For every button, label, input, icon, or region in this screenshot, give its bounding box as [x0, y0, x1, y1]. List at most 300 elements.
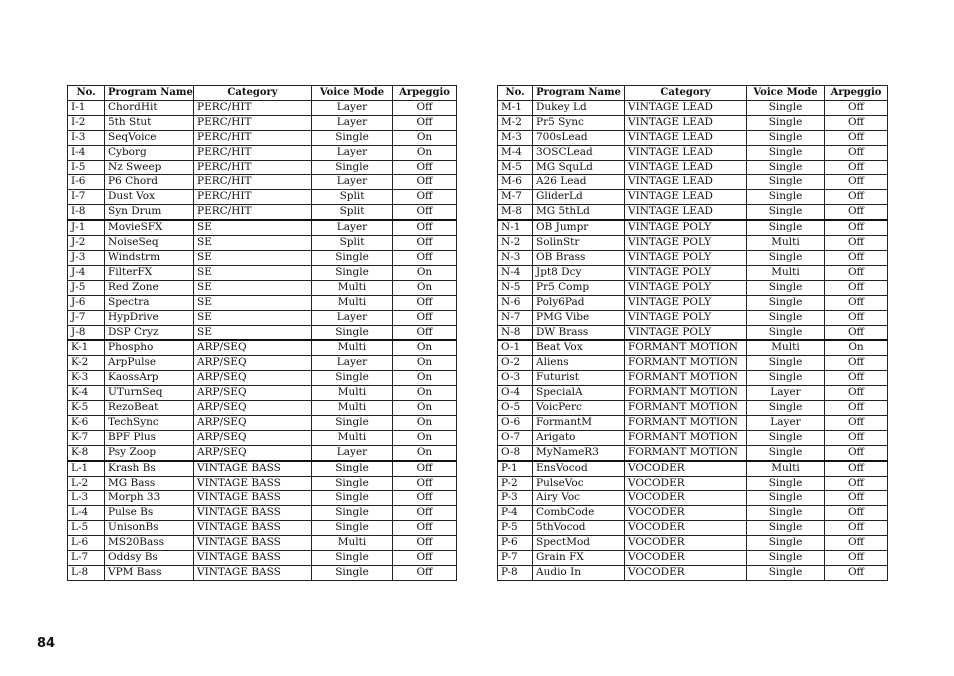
voice-mode-cell: Single [747, 280, 825, 295]
voice-mode-cell: Single [312, 265, 393, 280]
program-name-cell: DW Brass [533, 325, 625, 340]
arpeggio-cell: Off [393, 100, 457, 115]
category-cell: VINTAGE LEAD [625, 145, 747, 160]
program-number-cell: M-3 [498, 130, 533, 145]
arpeggio-cell: Off [825, 115, 888, 130]
table-row [68, 220, 457, 235]
category-cell: SE [194, 280, 312, 295]
voice-mode-cell: Single [312, 461, 393, 476]
program-number-cell: N-3 [498, 250, 533, 265]
program-number-cell: M-4 [498, 145, 533, 160]
program-name-cell: Nz Sweep [105, 160, 194, 175]
category-cell: VINTAGE POLY [625, 236, 747, 251]
voice-mode-cell: Single [747, 145, 825, 160]
voice-mode-cell: Single [747, 566, 825, 581]
voice-mode-cell: Single [312, 250, 393, 265]
program-number-cell: K-4 [68, 386, 105, 401]
arpeggio-cell: Off [825, 310, 888, 325]
program-name-cell: MS20Bass [105, 536, 194, 551]
program-name-cell: Cyborg [105, 145, 194, 160]
arpeggio-cell: Off [393, 190, 457, 205]
arpeggio-cell: On [393, 386, 457, 401]
program-name-cell: HypDrive [105, 310, 194, 325]
table-row [68, 145, 457, 160]
arpeggio-cell: Off [825, 476, 888, 491]
table-row [498, 265, 888, 280]
program-number-cell: I-5 [68, 160, 105, 175]
program-name-cell: FilterFX [105, 265, 194, 280]
header-program-name: Program Name [105, 86, 194, 101]
voice-mode-cell: Single [747, 536, 825, 551]
category-cell: ARP/SEQ [194, 356, 312, 371]
arpeggio-cell: On [393, 430, 457, 445]
voice-mode-cell: Layer [312, 115, 393, 130]
table-row [498, 491, 888, 506]
table-header-row [498, 86, 888, 101]
category-cell: VINTAGE BASS [194, 476, 312, 491]
table-row [498, 115, 888, 130]
arpeggio-cell: Off [825, 566, 888, 581]
table-row [498, 461, 888, 476]
page-number: 84 [37, 636, 56, 651]
table-row [498, 295, 888, 310]
arpeggio-cell: Off [825, 415, 888, 430]
program-name-cell: 700sLead [533, 130, 625, 145]
category-cell: PERC/HIT [194, 130, 312, 145]
arpeggio-cell: Off [825, 160, 888, 175]
arpeggio-cell: Off [393, 236, 457, 251]
table-row [68, 371, 457, 386]
voice-mode-cell: Single [747, 430, 825, 445]
table-row [68, 491, 457, 506]
arpeggio-cell: Off [825, 145, 888, 160]
program-name-cell: MyNameR3 [533, 445, 625, 460]
program-number-cell: N-5 [498, 280, 533, 295]
program-name-cell: GliderLd [533, 190, 625, 205]
voice-mode-cell: Layer [312, 175, 393, 190]
category-cell: VINTAGE LEAD [625, 100, 747, 115]
table-row [498, 145, 888, 160]
category-cell: VINTAGE BASS [194, 566, 312, 581]
table-row [498, 190, 888, 205]
category-cell: VINTAGE LEAD [625, 130, 747, 145]
category-cell: SE [194, 236, 312, 251]
voice-mode-cell: Single [747, 130, 825, 145]
voice-mode-cell: Single [747, 325, 825, 340]
program-number-cell: J-2 [68, 236, 105, 251]
program-table-right [497, 85, 888, 581]
category-cell: VINTAGE POLY [625, 250, 747, 265]
table-row [498, 205, 888, 220]
voice-mode-cell: Multi [312, 280, 393, 295]
program-number-cell: J-6 [68, 295, 105, 310]
arpeggio-cell: Off [825, 265, 888, 280]
category-cell: VINTAGE POLY [625, 310, 747, 325]
table-row [68, 310, 457, 325]
arpeggio-cell: Off [825, 130, 888, 145]
voice-mode-cell: Multi [312, 340, 393, 355]
voice-mode-cell: Split [312, 236, 393, 251]
category-cell: FORMANT MOTION [625, 401, 747, 416]
voice-mode-cell: Single [312, 130, 393, 145]
program-name-cell: ChordHit [105, 100, 194, 115]
category-cell: FORMANT MOTION [625, 386, 747, 401]
category-cell: SE [194, 220, 312, 235]
voice-mode-cell: Single [312, 415, 393, 430]
voice-mode-cell: Single [312, 566, 393, 581]
program-name-cell: Dust Vox [105, 190, 194, 205]
arpeggio-cell: Off [825, 325, 888, 340]
table-row [498, 430, 888, 445]
program-name-cell: Jpt8 Dcy [533, 265, 625, 280]
arpeggio-cell: Off [393, 250, 457, 265]
program-number-cell: J-8 [68, 325, 105, 340]
category-cell: ARP/SEQ [194, 445, 312, 460]
table-row [498, 415, 888, 430]
program-number-cell: K-5 [68, 401, 105, 416]
table-row [68, 536, 457, 551]
arpeggio-cell: Off [825, 536, 888, 551]
arpeggio-cell: Off [825, 401, 888, 416]
program-number-cell: M-5 [498, 160, 533, 175]
program-number-cell: P-1 [498, 461, 533, 476]
arpeggio-cell: Off [825, 430, 888, 445]
arpeggio-cell: Off [393, 521, 457, 536]
arpeggio-cell: Off [825, 250, 888, 265]
arpeggio-cell: Off [825, 445, 888, 460]
table-row [498, 250, 888, 265]
program-name-cell: Spectra [105, 295, 194, 310]
category-cell: PERC/HIT [194, 190, 312, 205]
voice-mode-cell: Single [747, 445, 825, 460]
program-name-cell: Grain FX [533, 551, 625, 566]
table-row [68, 175, 457, 190]
program-number-cell: I-1 [68, 100, 105, 115]
category-cell: ARP/SEQ [194, 386, 312, 401]
voice-mode-cell: Layer [747, 415, 825, 430]
program-number-cell: I-8 [68, 205, 105, 220]
table-row [68, 401, 457, 416]
category-cell: VINTAGE POLY [625, 220, 747, 235]
program-number-cell: L-1 [68, 461, 105, 476]
table-row [68, 325, 457, 340]
arpeggio-cell: Off [825, 175, 888, 190]
program-number-cell: J-3 [68, 250, 105, 265]
program-number-cell: O-3 [498, 371, 533, 386]
program-number-cell: I-2 [68, 115, 105, 130]
program-name-cell: Red Zone [105, 280, 194, 295]
program-number-cell: J-1 [68, 220, 105, 235]
program-name-cell: Phospho [105, 340, 194, 355]
arpeggio-cell: Off [825, 506, 888, 521]
table-row [498, 566, 888, 581]
program-number-cell: P-2 [498, 476, 533, 491]
voice-mode-cell: Single [747, 551, 825, 566]
table-row [68, 521, 457, 536]
voice-mode-cell: Multi [312, 295, 393, 310]
program-name-cell: MovieSFX [105, 220, 194, 235]
program-name-cell: Morph 33 [105, 491, 194, 506]
voice-mode-cell: Multi [747, 236, 825, 251]
table-row [68, 445, 457, 460]
category-cell: ARP/SEQ [194, 371, 312, 386]
program-name-cell: Beat Vox [533, 340, 625, 355]
voice-mode-cell: Single [312, 371, 393, 386]
table-row [68, 160, 457, 175]
table-row [498, 521, 888, 536]
category-cell: PERC/HIT [194, 100, 312, 115]
category-cell: VINTAGE POLY [625, 295, 747, 310]
program-number-cell: M-1 [498, 100, 533, 115]
voice-mode-cell: Single [747, 220, 825, 235]
program-name-cell: VoicPerc [533, 401, 625, 416]
voice-mode-cell: Single [747, 295, 825, 310]
program-name-cell: Futurist [533, 371, 625, 386]
table-row [498, 506, 888, 521]
table-row [68, 386, 457, 401]
arpeggio-cell: Off [825, 100, 888, 115]
table-row [498, 401, 888, 416]
arpeggio-cell: Off [393, 115, 457, 130]
arpeggio-cell: On [393, 145, 457, 160]
program-number-cell: N-1 [498, 220, 533, 235]
program-name-cell: EnsVocod [533, 461, 625, 476]
header-category: Category [625, 86, 747, 101]
arpeggio-cell: On [393, 340, 457, 355]
arpeggio-cell: On [393, 280, 457, 295]
program-name-cell: OB Jumpr [533, 220, 625, 235]
program-number-cell: I-6 [68, 175, 105, 190]
table-body-right [498, 100, 888, 580]
program-number-cell: I-3 [68, 130, 105, 145]
program-name-cell: A26 Lead [533, 175, 625, 190]
table-row [498, 325, 888, 340]
program-number-cell: M-7 [498, 190, 533, 205]
arpeggio-cell: On [393, 265, 457, 280]
category-cell: VOCODER [625, 566, 747, 581]
table-row [68, 236, 457, 251]
arpeggio-cell: Off [825, 551, 888, 566]
voice-mode-cell: Single [747, 160, 825, 175]
program-name-cell: Airy Voc [533, 491, 625, 506]
voice-mode-cell: Single [312, 491, 393, 506]
program-name-cell: Dukey Ld [533, 100, 625, 115]
program-name-cell: Psy Zoop [105, 445, 194, 460]
category-cell: VOCODER [625, 551, 747, 566]
voice-mode-cell: Layer [312, 310, 393, 325]
table-row [498, 130, 888, 145]
program-name-cell: PulseVoc [533, 476, 625, 491]
program-name-cell: 5th Stut [105, 115, 194, 130]
program-number-cell: K-8 [68, 445, 105, 460]
program-number-cell: N-8 [498, 325, 533, 340]
table-row [68, 265, 457, 280]
arpeggio-cell: Off [825, 461, 888, 476]
table-row [68, 461, 457, 476]
program-number-cell: L-4 [68, 506, 105, 521]
arpeggio-cell: Off [825, 280, 888, 295]
header-category: Category [194, 86, 312, 101]
category-cell: VINTAGE BASS [194, 491, 312, 506]
program-number-cell: O-8 [498, 445, 533, 460]
table-row [498, 445, 888, 460]
voice-mode-cell: Layer [312, 220, 393, 235]
program-name-cell: UTurnSeq [105, 386, 194, 401]
category-cell: SE [194, 265, 312, 280]
program-name-cell: P6 Chord [105, 175, 194, 190]
table-row [498, 100, 888, 115]
voice-mode-cell: Single [747, 356, 825, 371]
table-row [68, 295, 457, 310]
program-number-cell: O-6 [498, 415, 533, 430]
program-number-cell: K-6 [68, 415, 105, 430]
program-number-cell: N-4 [498, 265, 533, 280]
program-number-cell: I-4 [68, 145, 105, 160]
category-cell: VINTAGE BASS [194, 506, 312, 521]
program-name-cell: Pr5 Comp [533, 280, 625, 295]
voice-mode-cell: Single [747, 115, 825, 130]
category-cell: VINTAGE LEAD [625, 205, 747, 220]
category-cell: SE [194, 295, 312, 310]
program-number-cell: P-5 [498, 521, 533, 536]
voice-mode-cell: Single [312, 506, 393, 521]
program-name-cell: MG 5thLd [533, 205, 625, 220]
category-cell: ARP/SEQ [194, 415, 312, 430]
table-row [498, 536, 888, 551]
category-cell: PERC/HIT [194, 205, 312, 220]
category-cell: VINTAGE BASS [194, 536, 312, 551]
program-name-cell: Windstrm [105, 250, 194, 265]
program-name-cell: SeqVoice [105, 130, 194, 145]
table-row [68, 340, 457, 355]
category-cell: FORMANT MOTION [625, 445, 747, 460]
program-number-cell: O-5 [498, 401, 533, 416]
program-name-cell: UnisonBs [105, 521, 194, 536]
program-number-cell: K-7 [68, 430, 105, 445]
category-cell: PERC/HIT [194, 175, 312, 190]
voice-mode-cell: Single [747, 371, 825, 386]
voice-mode-cell: Multi [747, 340, 825, 355]
voice-mode-cell: Split [312, 190, 393, 205]
voice-mode-cell: Single [747, 476, 825, 491]
program-name-cell: Pulse Bs [105, 506, 194, 521]
header-voice-mode: Voice Mode [747, 86, 825, 101]
voice-mode-cell: Single [747, 521, 825, 536]
category-cell: VINTAGE LEAD [625, 115, 747, 130]
program-number-cell: N-6 [498, 295, 533, 310]
voice-mode-cell: Layer [747, 386, 825, 401]
table-row [498, 236, 888, 251]
arpeggio-cell: Off [825, 190, 888, 205]
voice-mode-cell: Single [747, 401, 825, 416]
table-row [498, 280, 888, 295]
arpeggio-cell: Off [393, 310, 457, 325]
category-cell: PERC/HIT [194, 115, 312, 130]
program-name-cell: Syn Drum [105, 205, 194, 220]
table-row [498, 310, 888, 325]
program-name-cell: CombCode [533, 506, 625, 521]
header-arpeggio: Arpeggio [825, 86, 888, 101]
arpeggio-cell: On [393, 356, 457, 371]
category-cell: VINTAGE BASS [194, 551, 312, 566]
category-cell: ARP/SEQ [194, 401, 312, 416]
category-cell: FORMANT MOTION [625, 415, 747, 430]
program-table-left [67, 85, 457, 581]
program-name-cell: Oddsy Bs [105, 551, 194, 566]
voice-mode-cell: Single [747, 100, 825, 115]
arpeggio-cell: Off [393, 566, 457, 581]
program-name-cell: OB Brass [533, 250, 625, 265]
voice-mode-cell: Layer [312, 145, 393, 160]
voice-mode-cell: Single [747, 205, 825, 220]
voice-mode-cell: Single [747, 250, 825, 265]
program-name-cell: Aliens [533, 356, 625, 371]
table-row [498, 551, 888, 566]
voice-mode-cell: Single [312, 476, 393, 491]
program-name-cell: BPF Plus [105, 430, 194, 445]
program-name-cell: PMG Vibe [533, 310, 625, 325]
table-row [68, 415, 457, 430]
program-number-cell: M-8 [498, 205, 533, 220]
arpeggio-cell: Off [393, 160, 457, 175]
category-cell: VINTAGE BASS [194, 461, 312, 476]
table-row [68, 130, 457, 145]
program-name-cell: Pr5 Sync [533, 115, 625, 130]
table-row [68, 356, 457, 371]
arpeggio-cell: Off [393, 295, 457, 310]
arpeggio-cell: Off [825, 236, 888, 251]
program-name-cell: DSP Cryz [105, 325, 194, 340]
category-cell: SE [194, 325, 312, 340]
category-cell: VOCODER [625, 521, 747, 536]
category-cell: VOCODER [625, 506, 747, 521]
program-name-cell: Poly6Pad [533, 295, 625, 310]
voice-mode-cell: Multi [312, 536, 393, 551]
program-number-cell: L-6 [68, 536, 105, 551]
arpeggio-cell: Off [825, 521, 888, 536]
voice-mode-cell: Single [747, 491, 825, 506]
arpeggio-cell: Off [393, 205, 457, 220]
arpeggio-cell: Off [393, 551, 457, 566]
program-name-cell: TechSync [105, 415, 194, 430]
table-row [68, 280, 457, 295]
program-number-cell: P-6 [498, 536, 533, 551]
table-row [498, 356, 888, 371]
category-cell: ARP/SEQ [194, 340, 312, 355]
program-number-cell: J-4 [68, 265, 105, 280]
voice-mode-cell: Single [312, 521, 393, 536]
program-name-cell: VPM Bass [105, 566, 194, 581]
program-number-cell: M-2 [498, 115, 533, 130]
arpeggio-cell: On [393, 415, 457, 430]
program-number-cell: J-7 [68, 310, 105, 325]
arpeggio-cell: On [393, 401, 457, 416]
table-row [498, 175, 888, 190]
table-row [68, 190, 457, 205]
arpeggio-cell: Off [393, 325, 457, 340]
voice-mode-cell: Layer [312, 100, 393, 115]
table-row [68, 566, 457, 581]
program-name-cell: MG Bass [105, 476, 194, 491]
voice-mode-cell: Layer [312, 445, 393, 460]
table-row [68, 551, 457, 566]
program-number-cell: L-2 [68, 476, 105, 491]
table-row [498, 340, 888, 355]
program-name-cell: Arigato [533, 430, 625, 445]
category-cell: FORMANT MOTION [625, 340, 747, 355]
category-cell: VINTAGE BASS [194, 521, 312, 536]
voice-mode-cell: Multi [312, 430, 393, 445]
